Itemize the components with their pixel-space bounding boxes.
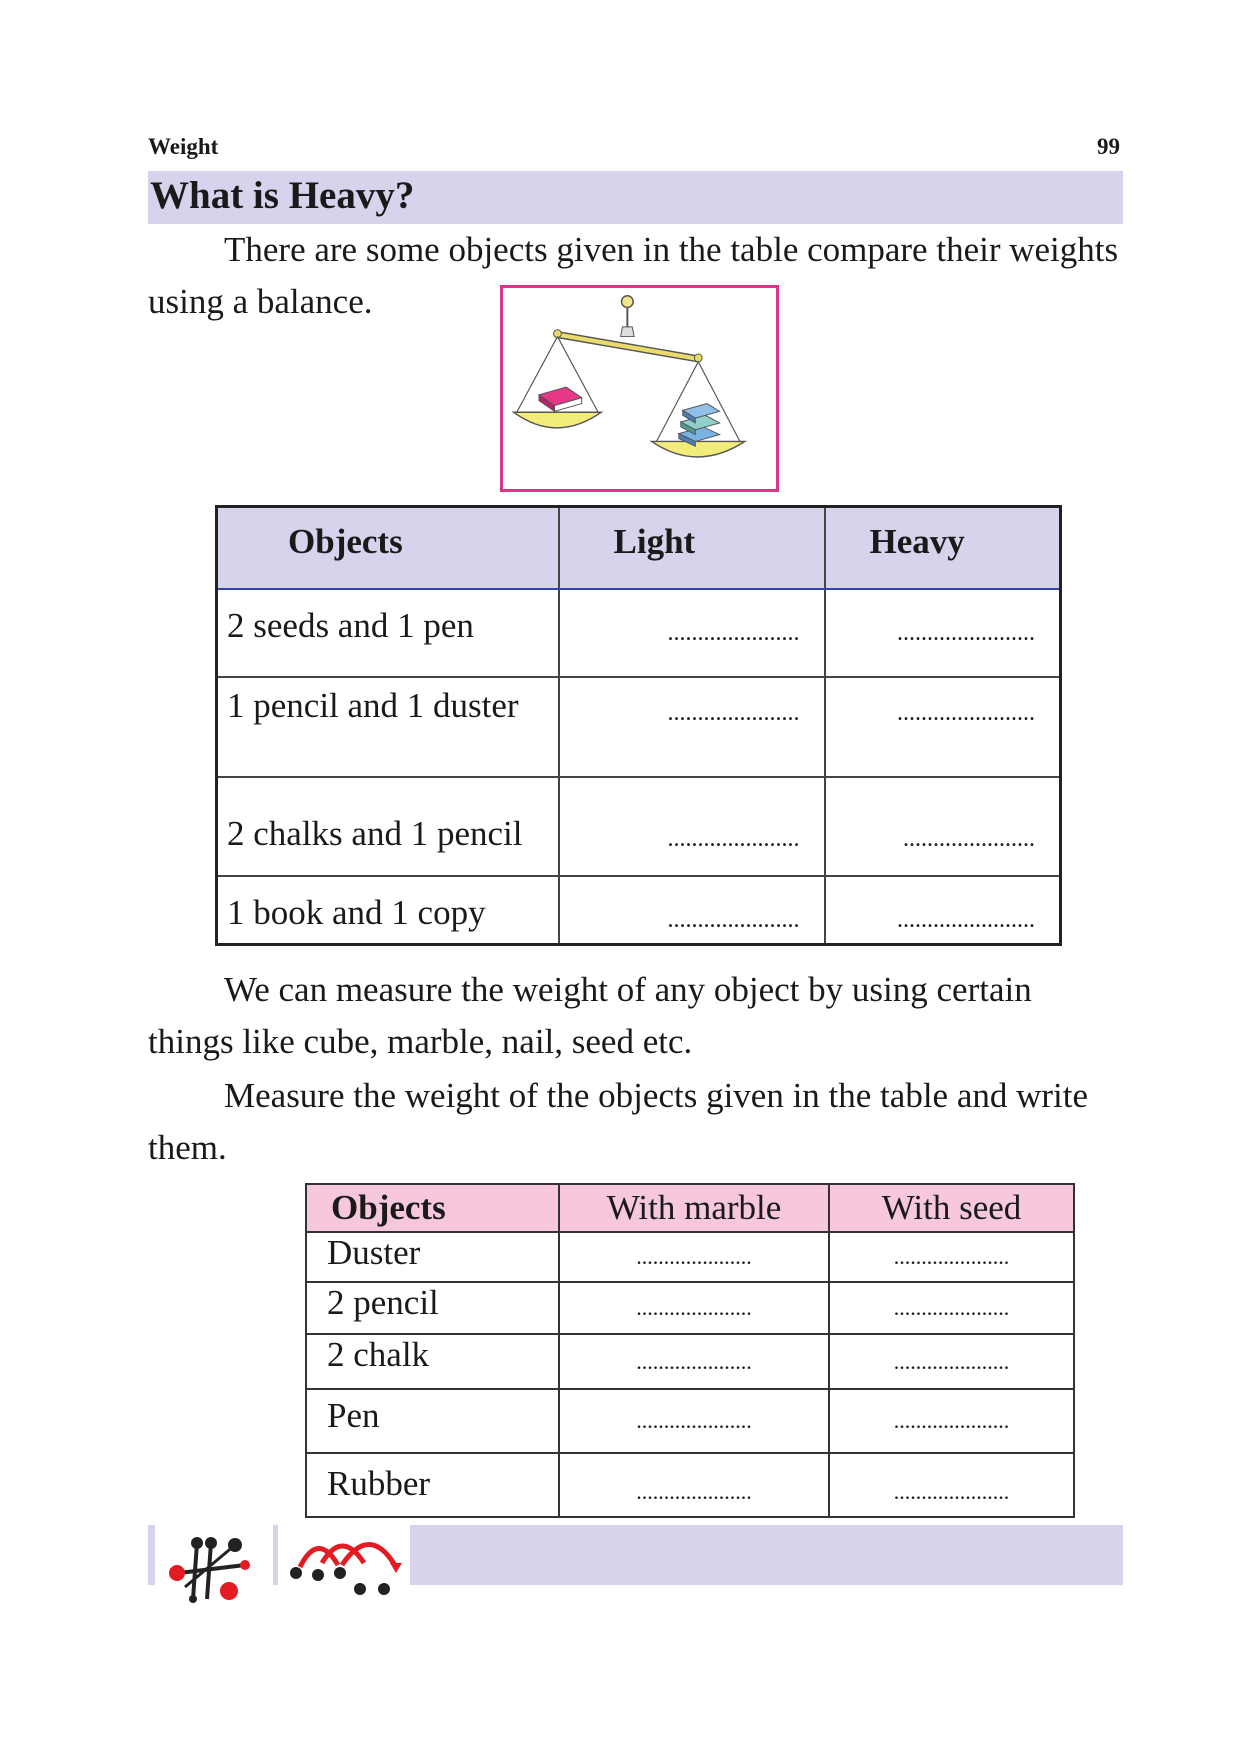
footer-icon-2: [278, 1525, 410, 1605]
seed-blank: .....................: [829, 1232, 1074, 1282]
object-cell: 1 pencil and 1 duster: [217, 677, 559, 777]
marble-blank: .....................: [559, 1453, 829, 1517]
object-cell: Duster: [306, 1232, 559, 1282]
light-blank: ......................: [559, 777, 825, 876]
object-cell: 1 book and 1 copy: [217, 876, 559, 944]
measure-paragraph: We can measure the weight of any object by using certain things like cube, marble, nail, seed etc.: [148, 970, 1032, 1061]
table-row: [306, 1389, 1074, 1453]
running-head: [148, 134, 1120, 164]
table-header-row: [217, 507, 1061, 590]
footer-icon-1: [155, 1525, 273, 1605]
page-number: 99: [1097, 134, 1120, 159]
chapter-name: Weight: [148, 134, 219, 159]
marble-blank: .....................: [559, 1334, 829, 1389]
object-cell: Pen: [306, 1389, 559, 1453]
seed-blank: .....................: [829, 1389, 1074, 1453]
seed-blank: .....................: [829, 1282, 1074, 1334]
marble-blank: .....................: [559, 1389, 829, 1453]
column-header-light: Light: [559, 507, 825, 590]
heavy-blank: .......................: [825, 876, 1061, 944]
seed-blank: .....................: [829, 1334, 1074, 1389]
column-header-objects: Objects: [217, 507, 559, 590]
heavy-blank: ......................: [825, 777, 1061, 876]
matchsticks-counting-icon: [155, 1525, 273, 1605]
table-row: [217, 677, 1061, 777]
column-header-heavy: Heavy: [825, 507, 1061, 590]
object-cell: Rubber: [306, 1453, 559, 1517]
title-band: [148, 171, 1123, 224]
object-cell: 2 seeds and 1 pen: [217, 589, 559, 677]
column-header-with-seed: With seed: [829, 1184, 1074, 1232]
intro-paragraph: There are some objects given in the table compare their weights using a balance.: [148, 230, 1119, 321]
light-blank: ......................: [559, 876, 825, 944]
light-blank: ......................: [559, 677, 825, 777]
table-row: [306, 1232, 1074, 1282]
table-row: [217, 589, 1061, 677]
table-row: [217, 876, 1061, 944]
heavy-blank: .......................: [825, 589, 1061, 677]
column-header-with-marble: With marble: [559, 1184, 829, 1232]
balance-scale-with-books-icon: [503, 288, 776, 489]
table-row: [306, 1453, 1074, 1517]
page-title: What is Heavy?: [150, 174, 415, 217]
light-heavy-table: [215, 505, 1062, 946]
counting-jumps-icon: [278, 1525, 410, 1605]
marble-blank: .....................: [559, 1282, 829, 1334]
table-row: [217, 777, 1061, 876]
light-blank: ......................: [559, 589, 825, 677]
table-row: [306, 1282, 1074, 1334]
seed-blank: .....................: [829, 1453, 1074, 1517]
column-header-objects: Objects: [306, 1184, 559, 1232]
object-cell: 2 pencil: [306, 1282, 559, 1334]
measure-weight-table: [305, 1183, 1075, 1518]
table-row: [306, 1334, 1074, 1389]
balance-figure: [500, 285, 779, 492]
object-cell: 2 chalk: [306, 1334, 559, 1389]
table-header-row: [306, 1184, 1074, 1232]
instruction-paragraph: Measure the weight of the objects given in the table and write them.: [148, 1076, 1089, 1167]
object-cell: 2 chalks and 1 pencil: [217, 777, 559, 876]
heavy-blank: .......................: [825, 677, 1061, 777]
marble-blank: .....................: [559, 1232, 829, 1282]
